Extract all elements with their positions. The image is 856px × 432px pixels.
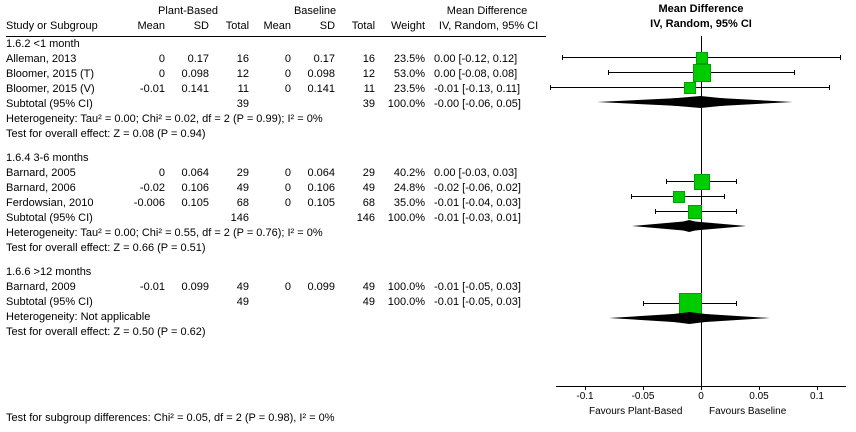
study-mean-1: -0.01: [139, 281, 165, 293]
subtotal-label: Subtotal (95% CI): [6, 98, 93, 110]
x-axis-tick: [643, 386, 644, 390]
table-row: [6, 166, 546, 181]
x-axis-tick: [817, 386, 818, 390]
table-row: [6, 82, 546, 97]
study-label: Barnard, 2006: [6, 182, 76, 194]
study-total-2: 68: [362, 197, 376, 209]
study-sd-2: 0.064: [307, 167, 336, 179]
confidence-interval-cap: [631, 194, 632, 199]
overall-effect-note: Test for overall effect: Z = 0.50 (P = 0.62): [6, 326, 206, 338]
summary-diamond: [626, 219, 752, 233]
study-total-1: 49: [236, 182, 250, 194]
study-mean-2: 0: [284, 281, 292, 293]
subtotal-total-2: 146: [356, 212, 376, 224]
study-label: Bloomer, 2015 (V): [6, 83, 95, 95]
table-row: [6, 181, 546, 196]
study-weight: 35.0%: [393, 197, 426, 209]
heterogeneity-note: Heterogeneity: Tau² = 0.00; Chi² = 0.55, df = 2 (P = 0.76); I² = 0%: [6, 227, 323, 239]
study-weight: 23.5%: [393, 83, 426, 95]
subtotal-total-1: 49: [236, 296, 250, 308]
forest-plot-panel: [546, 0, 856, 432]
study-mean-1: 0: [158, 68, 165, 80]
subtotal-weight: 100.0%: [387, 212, 426, 224]
overall-effect-note: Test for overall effect: Z = 0.08 (P = 0.94): [6, 128, 206, 140]
study-mean-1: -0.006: [133, 197, 165, 209]
group-header-mean-difference: Mean Difference: [446, 5, 528, 17]
effect-size-marker: [688, 205, 702, 219]
study-ci: -0.01 [-0.05, 0.03]: [434, 281, 521, 293]
confidence-interval-cap: [608, 70, 609, 75]
study-ci: -0.01 [-0.13, 0.11]: [434, 83, 521, 95]
meta-analysis-table: [6, 4, 546, 340]
confidence-interval-cap: [736, 301, 737, 306]
study-mean-2: 0: [284, 197, 292, 209]
confidence-interval-cap: [840, 55, 841, 60]
study-sd-2: 0.141: [307, 83, 336, 95]
effect-size-marker: [696, 52, 708, 64]
study-sd-1: 0.106: [181, 182, 209, 194]
effect-size-marker: [693, 64, 710, 81]
study-ci: -0.02 [-0.06, 0.02]: [434, 182, 521, 194]
favours-right-label: Favours Baseline: [709, 406, 787, 417]
x-axis-tick: [759, 386, 760, 390]
x-axis-tick-label: 0: [698, 391, 704, 402]
study-ci: 0.00 [-0.03, 0.03]: [434, 167, 518, 179]
confidence-interval-cap: [724, 194, 725, 199]
group-header-plant-based: Plant-Based: [158, 5, 218, 17]
subtotal-total-2: 49: [362, 296, 376, 308]
study-mean-2: 0: [284, 53, 292, 65]
study-ci: 0.00 [-0.12, 0.12]: [434, 53, 518, 65]
study-weight: 100.0%: [387, 281, 426, 293]
study-label: Barnard, 2005: [6, 167, 76, 179]
study-mean-2: 0: [284, 182, 292, 194]
confidence-interval-cap: [562, 55, 563, 60]
table-row: [6, 67, 546, 82]
confidence-interval-cap: [736, 209, 737, 214]
study-total-2: 11: [363, 83, 376, 95]
study-mean-2: 0: [284, 68, 292, 80]
study-total-1: 29: [236, 167, 250, 179]
study-sd-1: 0.098: [181, 68, 209, 80]
col-sd1: SD: [193, 20, 209, 32]
study-label: Alleman, 2013: [6, 53, 77, 65]
study-sd-2: 0.098: [307, 68, 336, 80]
x-axis-tick: [701, 386, 702, 390]
subgroup-title: 1.6.4 3-6 months: [6, 152, 89, 164]
confidence-interval-cap: [643, 301, 644, 306]
effect-size-marker: [694, 174, 709, 189]
study-table: [6, 4, 546, 340]
heterogeneity-note: Heterogeneity: Not applicable: [6, 311, 151, 323]
study-total-1: 49: [236, 281, 250, 293]
study-label: Ferdowsian, 2010: [6, 197, 94, 209]
confidence-interval-cap: [550, 85, 551, 90]
col-mean1: Mean: [137, 20, 165, 32]
overall-effect-note: Test for overall effect: Z = 0.66 (P = 0.51): [6, 242, 206, 254]
effect-size-marker: [684, 82, 696, 94]
study-mean-2: 0: [284, 167, 292, 179]
favours-left-label: Favours Plant-Based: [589, 406, 683, 417]
table-row: [6, 280, 546, 295]
study-sd-2: 0.105: [307, 197, 336, 209]
col-total1: Total: [225, 20, 250, 32]
study-label: Barnard, 2009: [6, 281, 76, 293]
study-weight: 24.8%: [393, 182, 426, 194]
table-row: [6, 196, 546, 211]
subtotal-label: Subtotal (95% CI): [6, 212, 93, 224]
confidence-interval-cap: [794, 70, 795, 75]
study-total-2: 16: [362, 53, 376, 65]
study-weight: 53.0%: [393, 68, 426, 80]
study-total-2: 49: [362, 182, 376, 194]
study-total-2: 49: [362, 281, 376, 293]
study-total-1: 68: [236, 197, 250, 209]
group-header-baseline: Baseline: [293, 5, 337, 17]
col-ci: IV, Random, 95% CI: [438, 20, 539, 32]
study-total-1: 16: [236, 53, 250, 65]
study-sd-1: 0.105: [181, 197, 209, 209]
col-study: Study or Subgroup: [6, 20, 98, 32]
subtotal-total-2: 39: [362, 98, 376, 110]
confidence-interval-cap: [666, 179, 667, 184]
table-row: [6, 52, 546, 67]
study-ci: 0.00 [-0.08, 0.08]: [434, 68, 518, 80]
study-sd-1: 0.17: [187, 53, 209, 65]
study-total-1: 12: [236, 68, 250, 80]
x-axis-tick-label: -0.1: [576, 391, 594, 402]
subtotal-row: [6, 97, 546, 112]
subtotal-ci: -0.01 [-0.05, 0.03]: [434, 296, 521, 308]
subgroup-title: 1.6.2 <1 month: [6, 38, 80, 50]
x-axis-tick-label: -0.05: [631, 391, 655, 402]
heterogeneity-note: Heterogeneity: Tau² = 0.00; Chi² = 0.02, df = 2 (P = 0.99); I² = 0%: [6, 113, 323, 125]
confidence-interval-cap: [829, 85, 830, 90]
study-mean-1: 0: [158, 53, 165, 65]
study-sd-1: 0.064: [181, 167, 209, 179]
study-mean-1: -0.01: [139, 83, 165, 95]
confidence-interval-cap: [736, 179, 737, 184]
study-sd-2: 0.17: [313, 53, 336, 65]
study-sd-1: 0.141: [181, 83, 209, 95]
study-mean-2: 0: [284, 83, 292, 95]
study-sd-1: 0.099: [181, 281, 209, 293]
subgroup-title: 1.6.6 >12 months: [6, 266, 92, 278]
study-sd-2: 0.099: [307, 281, 336, 293]
study-mean-1: 0: [158, 167, 165, 179]
subtotal-total-1: 39: [236, 98, 250, 110]
subtotal-weight: 100.0%: [387, 296, 426, 308]
summary-diamond: [591, 95, 799, 109]
study-weight: 23.5%: [393, 53, 426, 65]
study-total-2: 12: [362, 68, 376, 80]
subtotal-label: Subtotal (95% CI): [6, 296, 93, 308]
subgroup-differences-note: Test for subgroup differences: Chi² = 0.05, df = 2 (P = 0.98), I² = 0%: [6, 412, 335, 424]
study-mean-1: -0.02: [139, 182, 165, 194]
summary-diamond: [603, 311, 776, 325]
col-mean2: Mean: [263, 20, 292, 32]
col-sd2: SD: [319, 20, 336, 32]
study-ci: -0.01 [-0.04, 0.03]: [434, 197, 521, 209]
col-weight: Weight: [391, 20, 426, 32]
x-axis-tick-label: 0.05: [749, 391, 769, 402]
subtotal-weight: 100.0%: [387, 98, 426, 110]
study-weight: 40.2%: [393, 167, 426, 179]
study-total-1: 11: [237, 83, 250, 95]
study-total-2: 29: [362, 167, 376, 179]
plot-title-line2: IV, Random, 95% CI: [650, 18, 752, 30]
subtotal-ci: -0.01 [-0.03, 0.01]: [434, 212, 521, 224]
subtotal-row: [6, 295, 546, 310]
study-sd-2: 0.106: [307, 182, 336, 194]
subtotal-row: [6, 211, 546, 226]
x-axis-tick-label: 0.1: [810, 391, 824, 402]
plot-title-line1: Mean Difference: [658, 3, 744, 15]
subtotal-total-1: 146: [230, 212, 250, 224]
study-label: Bloomer, 2015 (T): [6, 68, 95, 80]
x-axis-tick: [585, 386, 586, 390]
subtotal-ci: -0.00 [-0.06, 0.05]: [434, 98, 521, 110]
confidence-interval-cap: [655, 209, 656, 214]
study-table-body: [6, 4, 546, 340]
col-total2: Total: [351, 20, 376, 32]
effect-size-marker: [673, 191, 685, 203]
